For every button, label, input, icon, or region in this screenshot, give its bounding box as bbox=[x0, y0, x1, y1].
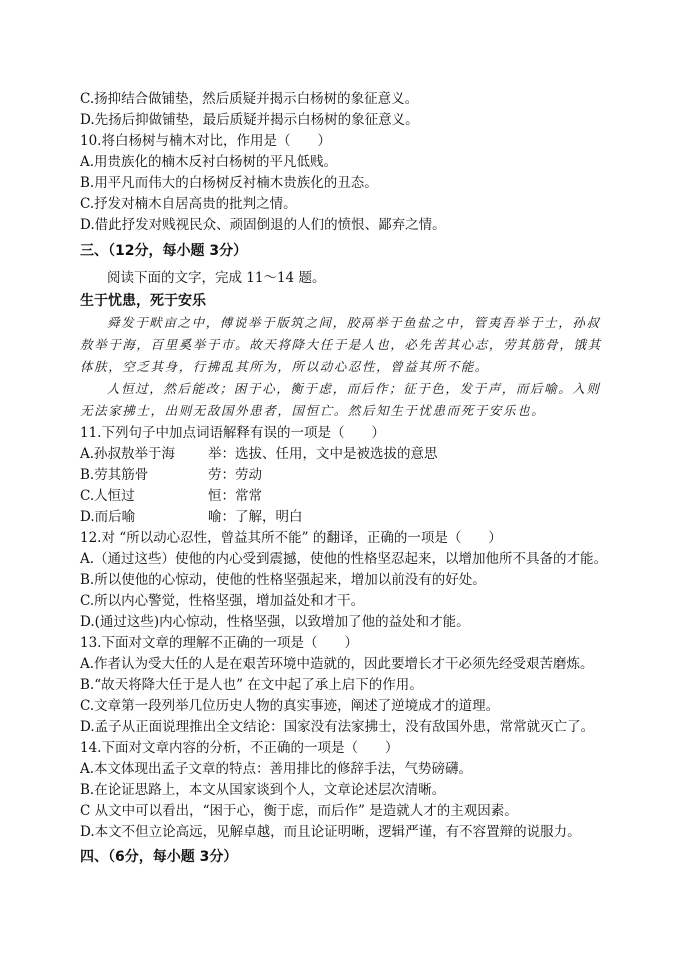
passage-line: 人恒过，然后能改；困于心，衡于虑，而后作；征于色，发于声，而后喻。入则 bbox=[107, 381, 601, 396]
section-3-instruction: 阅读下面的文字，完成 11～14 题。 bbox=[107, 270, 326, 286]
q12-option-b: B.所以使他的心惊动，使他的性格坚强起来，增加以前没有的好处。 bbox=[80, 572, 486, 588]
q11-option-phrase: C.人恒过 bbox=[80, 488, 135, 504]
q12-option-c: C.所以内心警觉，性格坚强，增加益处和才干。 bbox=[80, 593, 365, 609]
q10-option-a: A.用贵族化的楠木反衬白杨树的平凡低贱。 bbox=[80, 154, 338, 170]
passage-line: 舜发于畎亩之中，傅说举于版筑之间，胶鬲举于鱼盐之中，管夷吾举于士，孙叔 bbox=[107, 315, 601, 330]
q12-option-d: D.(通过这些)内心惊动，性格坚强，以致增加了他的益处和才能。 bbox=[80, 614, 470, 630]
q11-option-phrase: D.而后喻 bbox=[80, 509, 136, 525]
passage-line: 敖举于海，百里奚举于市。故天将降大任于是人也，必先苦其心志，劳其筋骨，饿其 bbox=[80, 337, 602, 352]
q11-option-a bbox=[80, 444, 438, 464]
q13-option-d: D.孟子从正面说理推出全文结论：国家没有法家拂士，没有敌国外患，常常就灭亡了。 bbox=[80, 719, 595, 735]
passage-line: 体肤，空乏其身，行拂乱其所为，所以动心忍性，曾益其所不能。 bbox=[80, 359, 489, 374]
q10-option-c: C.抒发对楠木自居高贵的批判之情。 bbox=[80, 196, 297, 212]
q11-option-gloss: 劳：劳动 bbox=[208, 467, 262, 483]
q13-stem: 13.下面对文章的理解不正确的一项是（ ） bbox=[80, 635, 358, 651]
q11-option-d bbox=[80, 507, 303, 527]
q11-option-phrase: B.劳其筋骨 bbox=[80, 467, 149, 483]
q11-stem: 11.下列句子中加点词语解释有误的一项是（ ） bbox=[80, 425, 385, 441]
q14-option-d: D.本文不但立论高远，见解卓越，而且论证明晰，逻辑严谨，有不容置辩的说服力。 bbox=[80, 824, 581, 840]
q13-option-b: B.“故天将降大任于是人也” 在文中起了承上启下的作用。 bbox=[80, 677, 423, 693]
passage-line: 无法家拂士，出则无敌国外患者，国恒亡。然后知生于忧患而死于安乐也。 bbox=[80, 403, 546, 418]
q10-option-b: B.用平凡而伟大的白杨树反衬楠木贵族化的丑态。 bbox=[80, 175, 378, 191]
q11-option-gloss: 举：选拔、任用，文中是被选拔的意思 bbox=[208, 446, 438, 462]
passage-title: 生于忧患，死于安乐 bbox=[80, 293, 206, 309]
q14-option-b: B.在论证思路上，本文从国家谈到个人，文章论述层次清晰。 bbox=[80, 782, 446, 798]
q12-option-a: A.（通过这些）使他的内心受到震撼，使他的性格坚忍起来，以增加他所不具备的才能。 bbox=[80, 551, 608, 567]
q9-option-d: D.先扬后抑做铺垫，最后质疑并揭示白杨树的象征意义。 bbox=[80, 112, 419, 128]
q11-option-gloss: 喻：了解，明白 bbox=[208, 509, 303, 525]
q9-option-c: C.扬抑结合做铺垫，然后质疑并揭示白杨树的象征意义。 bbox=[80, 91, 419, 107]
q10-option-d: D.借此抒发对贱视民众、顽固倒退的人们的愤恨、鄙弃之情。 bbox=[80, 217, 446, 233]
q14-stem: 14.下面对文章内容的分析，不正确的一项是（ ） bbox=[80, 740, 399, 756]
section-3-heading: 三、（12分，每小题 3分） bbox=[80, 243, 248, 259]
q12-stem: 12.对 “所以动心忍性，曾益其所不能” 的翻译，正确的一项是（ ） bbox=[80, 530, 502, 546]
q11-option-gloss: 恒：常常 bbox=[208, 488, 262, 504]
q13-option-c: C.文章第一段列举几位历史人物的真实事迹，阐述了逆境成才的道理。 bbox=[80, 698, 500, 714]
section-4-heading: 四、（6分，每小题 3分） bbox=[80, 849, 238, 865]
q14-option-c: C 从文中可以看出，“困于心，衡于虑，而后作” 是造就人才的主观因素。 bbox=[80, 803, 518, 819]
q11-option-b bbox=[80, 465, 262, 485]
q11-option-phrase: A.孙叔敖举于海 bbox=[80, 446, 176, 462]
q14-option-a: A.本文体现出孟子文章的特点：善用排比的修辞手法，气势磅礴。 bbox=[80, 761, 473, 777]
q13-option-a: A.作者认为受大任的人是在艰苦环境中造就的，因此要增长才干必须先经受艰苦磨炼。 bbox=[80, 656, 594, 672]
q11-option-c bbox=[80, 486, 262, 506]
q10-stem: 10.将白杨树与楠木对比，作用是（ ） bbox=[80, 133, 331, 149]
